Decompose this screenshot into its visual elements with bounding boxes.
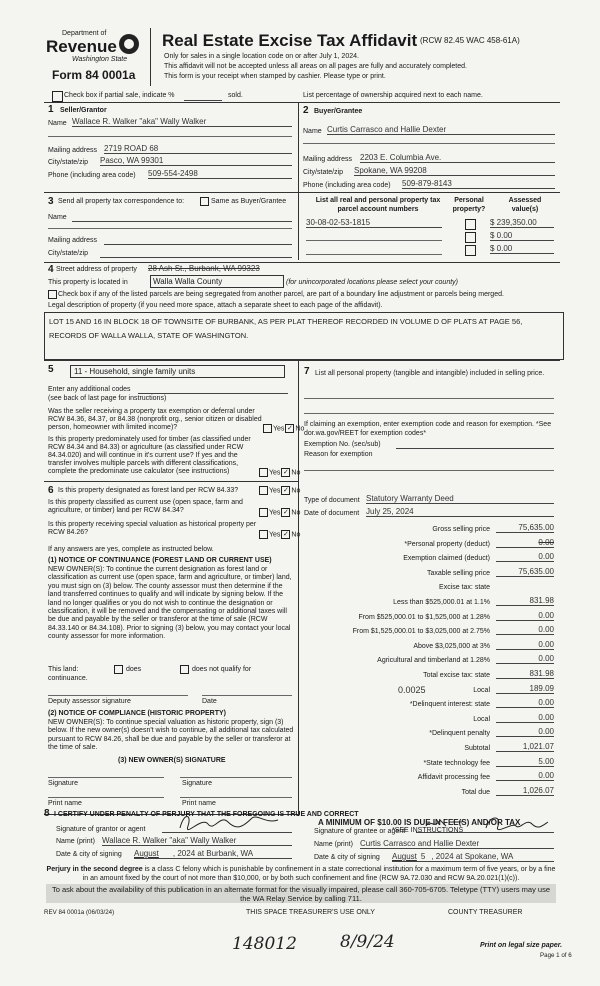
corr-name-field[interactable] [72,212,292,222]
seller-city-label: City/state/zip [48,159,89,166]
segregated-checkbox[interactable] [48,290,57,299]
partial-sale-label: Check box if partial sale, indicate % [64,92,175,99]
calc-value[interactable]: 0.00 [496,713,554,723]
calc-label: *Personal property (deduct) [404,541,490,548]
seller-mail-field[interactable]: 2719 ROAD 68 [104,144,292,154]
section-6-number: 6 [48,485,54,496]
legal-description-field[interactable]: LOT 15 AND 16 IN BLOCK 18 OF TOWNSITE OF BURBANK, AS PER PLAT THEREOF RECORDED IN VOLUME D OF PLATS AT PAGE 56, RECORDS OF WALLA WALLA, STATE OF WASHINGTON. [44,312,564,360]
section-5-number: 5 [48,364,54,375]
calc-label: *Delinquent interest: state [409,701,490,708]
calc-value[interactable]: 1,021.07 [496,742,554,752]
seller-phone-label: Phone (including area code) [48,172,136,179]
buyer-mail-field[interactable]: 2203 E. Columbia Ave. [360,153,555,163]
buyer-name-label: Name [303,128,322,135]
calc-label: Taxable selling price [426,570,490,577]
grantee-date-label: Date & city of signing [314,854,380,861]
calc-label: Total excise tax: state [423,672,490,679]
calc-label: From $1,525,000.01 to $3,025,000 at 2.75% [352,628,490,635]
assessed-value-2[interactable]: $ 0.00 [490,231,554,241]
grantor-signature-scribble [162,810,292,832]
header-note-2: This affidavit will not be accepted unless all areas on all pages are fully and accurately completed. [164,63,467,70]
handwritten-date: 8/9/24 [340,932,395,952]
owner-print-name-label-2: Print name [182,800,216,807]
form-title: Real Estate Excise Tax Affidavit [162,31,418,50]
document-type-label: Type of document [304,497,360,504]
header-note-1: Only for sales in a single location code on or after July 1, 2024. [164,53,359,60]
continuance-label: continuance. [48,675,88,682]
grantor-name-field[interactable]: Wallace R. Walker "aka" Wally Walker [102,836,292,846]
calc-value[interactable]: 0.00 [496,640,554,650]
calc-label: Affidavit processing fee [417,774,490,781]
personal-property-checkbox-3[interactable] [465,245,476,256]
calc-value[interactable]: 0.00 [496,625,554,635]
q-historic-answer: Yes ✓ No [258,530,300,539]
calc-label: Local [473,716,490,723]
owner-signature-label-2: Signature [182,780,212,787]
grantor-date-field[interactable]: August , 2024 at Burbank, WA [134,849,292,859]
calc-value[interactable]: 0.00 [496,654,554,664]
q-forest-text: Is this property designated as forest land per RCW 84.33? [58,487,239,494]
calc-value[interactable]: 0.00 [496,538,554,548]
grantee-signature-field[interactable] [416,820,554,833]
calc-label: *Delinquent penalty [429,730,490,737]
seller-phone-field[interactable]: 509-554-2498 [148,169,292,179]
form-number: Form 84 0001a [52,68,136,82]
deputy-signature-line[interactable] [48,695,188,696]
calc-value[interactable]: 0.00 [496,727,554,737]
personal-property-column-header: Personal property? [452,197,486,213]
corr-city-label: City/state/zip [48,250,89,257]
notice-continuance-title: (1) NOTICE OF CONTINUANCE (FOREST LAND OR CURRENT USE) [48,557,272,564]
street-address-label: Street address of property [56,266,137,273]
buyer-phone-field[interactable]: 509-879-8143 [402,179,555,189]
grantee-date-field[interactable]: August 5 , 2024 at Spokane, WA [392,852,554,862]
q-current-use-answer: Yes ✓ No [258,508,300,517]
calc-label: Subtotal [464,745,490,752]
no-checkbox-checked[interactable]: ✓ [282,469,289,476]
deputy-date-label: Date [202,698,217,705]
header-note-3: This form is your receipt when stamped by cashier. Please type or print. [164,73,386,80]
q-exemption-text: Was the seller receiving a property tax exemption or deferral under RCW 84.36, 84.37, or 84.38 (nonprofit org., senior citizen or disabled person, homeowner with limited income)? [48,408,262,431]
county-select[interactable]: Walla Walla County [150,275,284,288]
legal-size-note: Print on legal size paper. [480,942,563,949]
calc-label: Exemption claimed (deduct) [403,555,490,562]
calc-value[interactable]: 189.09 [496,684,554,694]
exemption-number-field[interactable] [396,439,554,449]
grantor-signature-label: Signature of grantor or agent [56,826,146,833]
does-not-qualify-label: does not qualify for [192,666,252,673]
corr-name-label: Name [48,214,67,221]
partial-sale-checkbox[interactable] [52,91,63,102]
q-timber-answer: Yes ✓ No [258,468,300,477]
no-checkbox-checked[interactable]: ✓ [282,531,289,538]
owner-signature-label-1: Signature [48,780,78,787]
calc-label: Agricultural and timberland at 1.28% [377,657,490,664]
local-rate: 0.0025 [398,685,426,695]
calc-label: Local [473,687,490,694]
owner-print-name-label-1: Print name [48,800,82,807]
calc-value[interactable]: 0.00 [496,771,554,781]
partial-percent-field[interactable] [184,91,222,101]
buyer-phone-label: Phone (including area code) [303,182,391,189]
exemption-note: If claiming an exemption, enter exemption code and reason for exemption. *See dor.wa.gov/REET for exemption codes* [304,421,552,437]
does-label: does [126,666,142,673]
grantor-date-label: Date & city of signing [56,851,122,858]
additional-codes-label: Enter any additional codes [48,386,131,393]
perjury-statement: Perjury in the second degree is a class C felony which is punishable by confinement in a state correctional institution for a maximum term of five years, or by a fine in an amount fixed by the court of not more than $10,000, or by both such confinement and fine (RCW 9A.72.030 and RCW 9A.20.021(1)(c)). [46,866,556,882]
see-instructions: *SEE INSTRUCTIONS [392,827,464,834]
accessibility-note: To ask about the availability of this publication in an alternate format for the visually impaired, please call 360-705-6705. Teletype (TTY) users may use the WA Relay Service by calling 711. [46,884,556,903]
yes-checkbox[interactable] [259,508,268,517]
document-date-field[interactable]: July 25, 2024 [366,507,554,517]
calc-value[interactable]: 75,635.00 [496,523,554,533]
notice-compliance-title: (2) NOTICE OF COMPLIANCE (HISTORIC PROPERTY) [48,710,226,717]
dept-state: Washington State [72,56,128,63]
calc-label: Total due [461,789,490,796]
grantee-name-field[interactable]: Curtis Carrasco and Hallie Dexter [360,839,554,849]
corr-city-field[interactable] [100,248,292,258]
grantee-signature-scribble [416,812,554,834]
calc-value[interactable]: 5.00 [496,757,554,767]
minimum-due-note: A MINIMUM OF $10.00 IS DUE IN FEE(S) AND/OR TAX [318,818,521,827]
dept-line: Department of [62,30,107,37]
personal-property-label: List all personal property (tangible and intangible) included in selling price. [315,370,545,377]
corr-mail-label: Mailing address [48,237,98,244]
county-note: (for unincorporated locations please select your county) [286,279,458,286]
calc-value[interactable]: 831.98 [496,596,554,606]
document-date-label: Date of document [304,510,360,517]
personal-property-checkbox-1[interactable] [465,219,476,230]
page-number: Page 1 of 6 [540,952,572,959]
q-timber-text: Is this property predominately used for timber (as classified under RCW 84.34 and 84.33) or agriculture (as classified under RCW 84.34.020) and will continue in it's current use? If yes and the transfer involves multiple parcels with different classifications, complete the predominate use calculator (see instructions) [48,436,251,475]
parcel-column-header: List all real and personal property tax parcel account numbers [315,197,441,213]
q-historic-text: Is this property receiving special valuation as historical property per RCW 84.26? [48,521,257,536]
grantee-name-label: Name (print) [314,841,353,848]
seller-name-label: Name [48,120,67,127]
assessed-value-1[interactable]: $ 239,350.00 [490,218,554,228]
section-3-number: 3 [48,196,54,207]
additional-codes-note: (see back of last page for instructions) [48,395,167,402]
sold-label: sold. [228,92,243,99]
q-forest-answer: Yes ✓ No [258,486,300,495]
document-type-field[interactable]: Statutory Warranty Deed [366,494,554,504]
notice-continuance-text: NEW OWNER(S): To continue the current designation as forest land or classification as current use (open space, farm and agriculture, or timber) land, you must sign on (3) below. The county assessor must then determine if the land transferred continues to qualify and will indicate by signing below. If the land no longer qualifies or you do not wish to continue the designation or classification, it will be removed and the compensating or additional taxes will be due and payable by the seller or transferor at the time of sale (RCW 84.33.140 or 84.34.108). Prior to signing (3) below, you may contact your local county assessor for more information. [48,566,292,641]
exemption-number-label: Exemption No. (sec/sub) [304,441,381,448]
grantor-signature-field[interactable] [162,820,292,833]
q-exemption-answer: Yes ✓ No [262,424,304,433]
seller-mail-label: Mailing address [48,147,98,154]
street-address-field[interactable]: 28 Ash St., Burbank, WA 99323 [148,264,260,273]
calc-label: Above $3,025,000 at 3% [413,643,490,650]
dept-name: Revenue [46,37,117,56]
if-yes-note: If any answers are yes, complete as instructed below. [48,546,214,553]
yes-checkbox[interactable] [259,486,268,495]
notice-compliance-text: NEW OWNER(S): To continue special valuation as historic property, sign (3) below. If the new owner(s) doesn't wish to continue, all additional tax calculated pursuant to RCW 84.26, shall be due and payable by the seller or transferor at the time of sale. [48,719,294,752]
calc-value[interactable]: 0.00 [496,698,554,708]
grantee-signature-label: Signature of grantee or agent [314,828,406,835]
treasurer-use-label: THIS SPACE TREASURER'S USE ONLY [246,909,375,916]
calc-value[interactable]: 1,026.07 [496,786,554,796]
exemption-reason-label: Reason for exemption [304,451,373,458]
section-1-number: 1 [48,104,54,115]
located-in-label: This property is located in [48,279,128,286]
certify-title: I CERTIFY UNDER PENALTY OF PERJURY THAT THE FOREGOING IS TRUE AND CORRECT [54,811,359,818]
calc-value[interactable]: 0.00 [496,552,554,562]
rcw-citation: (RCW 82.45 WAC 458-61A) [420,36,520,45]
yes-checkbox[interactable] [259,468,268,477]
no-checkbox-checked[interactable]: ✓ [286,425,293,432]
section-1-title: Seller/Grantor [60,107,107,114]
yes-checkbox[interactable] [259,530,268,539]
buyer-mail-label: Mailing address [303,156,353,163]
no-checkbox-checked[interactable]: ✓ [282,487,289,494]
ownership-note: List percentage of ownership acquired next to each name. [303,92,483,99]
buyer-name-field[interactable]: Curtis Carrasco and Hallie Dexter [327,125,555,135]
calc-value[interactable]: 0.00 [496,611,554,621]
calc-label: Gross selling price [432,526,490,533]
calc-label: Less than $525,000.01 at 1.1% [393,599,490,606]
buyer-city-field[interactable]: Spokane, WA 99208 [354,166,555,176]
personal-property-checkbox-2[interactable] [465,232,476,243]
form-revision: REV 84 0001a (06/03/24) [44,909,115,916]
grantor-name-label: Name (print) [56,838,95,845]
q-current-use-text: Is this property classified as current use (open space, farm and agriculture, or timber) land per RCW 84.34? [48,499,243,514]
deputy-signature-label: Deputy assessor signature [48,698,131,705]
section-2-number: 2 [303,105,309,116]
section-7-number: 7 [304,366,310,377]
seller-city-field[interactable]: Pasco, WA 99301 [100,156,292,166]
parcel-number-field[interactable]: 30-08-02-53-1815 [306,218,442,228]
legal-description-label: Legal description of property (if you need more space, attach a separate sheet to each page of the affidavit). [48,302,383,309]
calc-label: From $525,000.01 to $1,525,000 at 1.28% [358,614,490,621]
segregated-label: Check box if any of the listed parcels are being segregated from another parcel, are part of a boundary line adjustment or parcels being merged. [58,291,504,298]
buyer-city-label: City/state/zip [303,169,344,176]
new-owner-signature-title: (3) NEW OWNER(S) SIGNATURE [118,757,226,764]
handwritten-receipt-number: 148012 [232,934,297,954]
calc-label: *State technology fee [423,760,490,767]
deputy-date-line[interactable] [202,695,292,696]
same-as-buyer-label: Same as Buyer/Grantee [211,198,287,205]
does-not-qualify-checkbox[interactable] [180,665,189,674]
this-land-label: This land: [48,666,79,673]
calc-value[interactable]: 831.98 [496,669,554,679]
seller-name-field[interactable]: Wallace R. Walker "aka" Wally Walker [72,117,292,127]
does-qualify-checkbox[interactable] [114,665,123,674]
section-8-number: 8 [44,808,50,819]
calc-label: Excise tax: state [439,584,490,591]
no-checkbox-checked[interactable]: ✓ [282,509,289,516]
section-4-number: 4 [48,264,54,275]
assessed-value-3[interactable]: $ 0.00 [490,244,554,254]
correspondence-label: Send all property tax correspondence to: [58,198,185,205]
yes-checkbox[interactable] [263,424,272,433]
dor-logo-icon [119,34,139,54]
additional-codes-field[interactable] [138,384,288,394]
land-use-code-select[interactable]: 11 - Household, single family units [70,365,285,378]
calc-value[interactable]: 75,635.00 [496,567,554,577]
assessed-value-column-header: Assessed value(s) [508,197,542,213]
section-2-title: Buyer/Grantee [314,108,363,115]
county-treasurer-label: COUNTY TREASURER [448,909,523,916]
same-as-buyer-checkbox[interactable] [200,197,209,206]
corr-mail-field[interactable] [104,235,292,245]
